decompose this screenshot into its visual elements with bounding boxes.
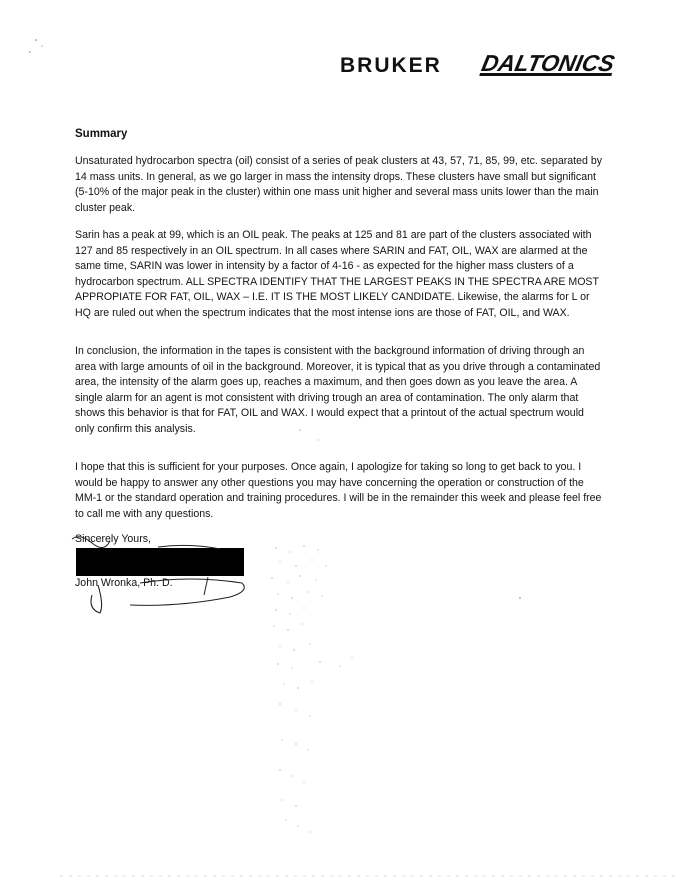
closing-salutation: Sincerely Yours, bbox=[75, 533, 151, 545]
logo-bruker-text: BRUKER bbox=[340, 54, 442, 77]
logo-daltonics-text: DALTONICS bbox=[479, 50, 617, 76]
paragraph-hydrocarbon-spectra: Unsaturated hydrocarbon spectra (oil) consist of a series of peak clusters at 43, 57, 71, 85, 99, etc. separated by 14 mass units. In general, as we go larger in mass the intensity drops. These clusters have small but significant (5-10% of the major peak in the cluster) within one mass unit higher and several mass units lower than the main cluster peak. bbox=[75, 155, 603, 214]
paragraph-conclusion: In conclusion, the information in the tapes is consistent with the background information of driving through an area with large amounts of oil in the background. Moreover, it is typical that as you drive through a contaminated area, the intensity of the alarm goes up, reaches a maximum, and then goes down as you leave the area. A single alarm for an agent is mot consistent with driving trough an area of contamination. The only alarm that shows this behavior is that for FAT, OIL and WAX. I would expect that a printout of the actual spectrum would only confirm this analysis. bbox=[75, 345, 601, 435]
summary-heading: Summary bbox=[75, 128, 128, 140]
paragraph-closing-remarks: I hope that this is sufficient for your purposes. Once again, I apologize for taking so long to get back to you. I would be happy to answer any other questions you may have concerning the operation or construction of the MM-1 or the standard operation and training procedures. I will be in the remainder this week and please feel free to call me with any questions. bbox=[75, 461, 602, 520]
paragraph-sarin-peaks: Sarin has a peak at 99, which is an OIL peak. The peaks at 125 and 81 are part of the clusters associated with 127 and 85 respectively in an OIL spectrum. In all cases where SARIN and FAT, OIL, WAX are alarmed at the same time, SARIN was lower in intensity by a factor of 4-16 - as expected for the higher mass clusters of a hydrocarbon spectrum. ALL SPECTRA IDENTIFY THAT THE LARGEST PEAKS IN THE SPECTRA ARE MOST APPROPIATE FOR FAT, OIL, WAX – I.E. IT IS THE MOST LIKELY CANDIDATE. Likewise, the alarms for L or HQ are ruled out when the spectrum indicates that the most intense ions are those of FAT, OIL, and WAX. bbox=[75, 229, 599, 319]
signer-name: John Wronka, Ph. D. bbox=[75, 577, 173, 589]
